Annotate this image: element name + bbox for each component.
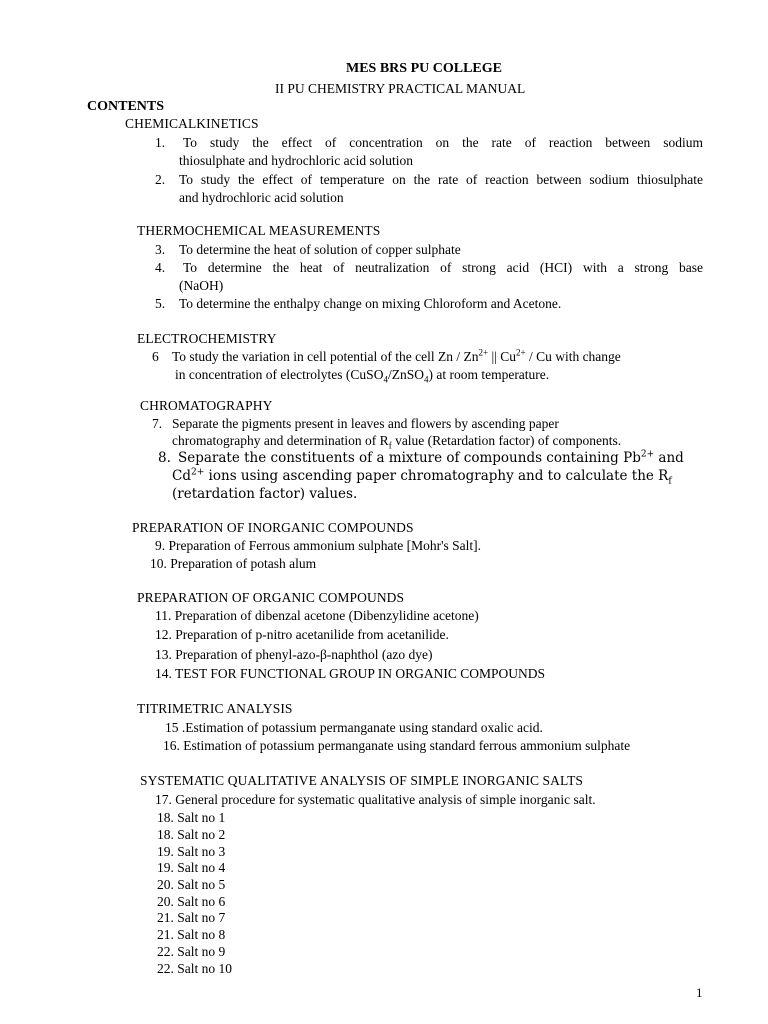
item-14: 14. TEST FOR FUNCTIONAL GROUP IN ORGANIC COMPOUNDS [155, 666, 546, 681]
item-8-line-3: (retardation factor) values. [172, 486, 358, 502]
item-7-line-1: Separate the pigments present in leaves and flowers by ascending paper [172, 416, 559, 431]
section-thermochemical: THERMOCHEMICAL MEASUREMENTS [137, 223, 381, 238]
item-13: 13. Preparation of phenyl-azo-β-naphthol (azo dye) [155, 647, 433, 662]
item-9: 9. Preparation of Ferrous ammonium sulphate [Mohr's Salt]. [155, 538, 482, 553]
salt-item: 22. Salt no 10 [157, 961, 233, 976]
section-inorganic-preparation: PREPARATION OF INORGANIC COMPOUNDS [132, 520, 414, 535]
item-16: 16. Estimation of potassium permanganate using standard ferrous ammonium sulphate [163, 738, 631, 753]
salt-item: 20. Salt no 5 [157, 877, 226, 892]
item-4-number: 4. [155, 260, 166, 275]
salt-item: 18. Salt no 1 [157, 810, 226, 825]
salt-item: 19. Salt no 3 [157, 844, 226, 859]
section-chromatography: CHROMATOGRAPHY [140, 398, 273, 413]
item-17: 17. General procedure for systematic qualitative analysis of simple inorganic salt. [155, 792, 596, 807]
item-2-line-2: and hydrochloric acid solution [179, 190, 344, 205]
salt-item: 22. Salt no 9 [157, 944, 226, 959]
item-4-line-1: To determine the heat of neutralization of strong acid (HCI) with a strong base [183, 260, 703, 275]
salt-item: 18. Salt no 2 [157, 827, 226, 842]
item-11: 11. Preparation of dibenzal acetone (Dibenzylidine acetone) [155, 608, 479, 623]
section-electrochemistry: ELECTROCHEMISTRY [137, 331, 277, 346]
item-5-number: 5. [155, 296, 166, 311]
item-8-line-2: $Cd^{2+}$ ions using ascending paper chromatography and to calculate the $R_f$ [172, 467, 672, 487]
item-6-number: 6 [152, 349, 159, 364]
contents-heading: CONTENTS [87, 99, 165, 114]
salt-item: 21. Salt no 7 [157, 910, 226, 925]
item-8-number: 8. [158, 450, 171, 466]
item-15: 15 .Estimation of potassium permanganate using standard oxalic acid. [165, 720, 543, 735]
item-2-number: 2. [155, 172, 166, 187]
item-1-line-1: To study the effect of concentration on the rate of reaction between sodium [183, 135, 703, 150]
item-3-line-1: To determine the heat of solution of copper sulphate [179, 242, 461, 257]
item-2-line-1: To study the effect of temperature on the rate of reaction between sodium thiosulphate [179, 172, 703, 187]
item-4-line-2: (NaOH) [179, 278, 224, 293]
manual-title: II PU CHEMISTRY PRACTICAL MANUAL [275, 81, 526, 96]
item-6-line-2: in concentration of electrolytes (CuSO$_4$/ZnSO$_4$) at room temperature. [175, 367, 550, 385]
section-qualitative-analysis: SYSTEMATIC QUALITATIVE ANALYSIS OF SIMPLE INORGANIC SALTS [140, 773, 584, 788]
item-1-number: 1. [155, 135, 166, 150]
item-1-line-2: thiosulphate and hydrochloric acid solution [179, 153, 413, 168]
section-titrimetric: TITRIMETRIC ANALYSIS [137, 701, 293, 716]
section-organic-preparation: PREPARATION OF ORGANIC COMPOUNDS [137, 590, 405, 605]
salt-item: 19. Salt no 4 [157, 860, 226, 875]
section-chemical-kinetics: CHEMICALKINETICS [125, 116, 259, 131]
item-5-line-1: To determine the enthalpy change on mixing Chloroform and Acetone. [179, 296, 562, 311]
salt-item: 21. Salt no 8 [157, 927, 226, 942]
college-title: MES BRS PU COLLEGE [346, 61, 502, 76]
item-3-number: 3. [155, 242, 166, 257]
item-10: 10. Preparation of potash alum [150, 556, 317, 571]
item-7-line-2: chromatography and determination of $R_f$ value (Retardation factor) of components. [172, 433, 622, 451]
page-number: 1 [696, 985, 703, 1000]
item-6-line-1: To study the variation in cell potential of the cell Zn / $Zn^{2+}$ || $Cu^{2+}$ / Cu with change [172, 347, 621, 364]
salt-item: 20. Salt no 6 [157, 894, 226, 909]
item-12: 12. Preparation of p-nitro acetanilide from acetanilide. [155, 627, 449, 642]
item-8-line-1: Separate the constituents of a mixture of compounds containing $Pb^{2+}$ and [178, 449, 684, 466]
item-7-number: 7. [152, 416, 163, 431]
